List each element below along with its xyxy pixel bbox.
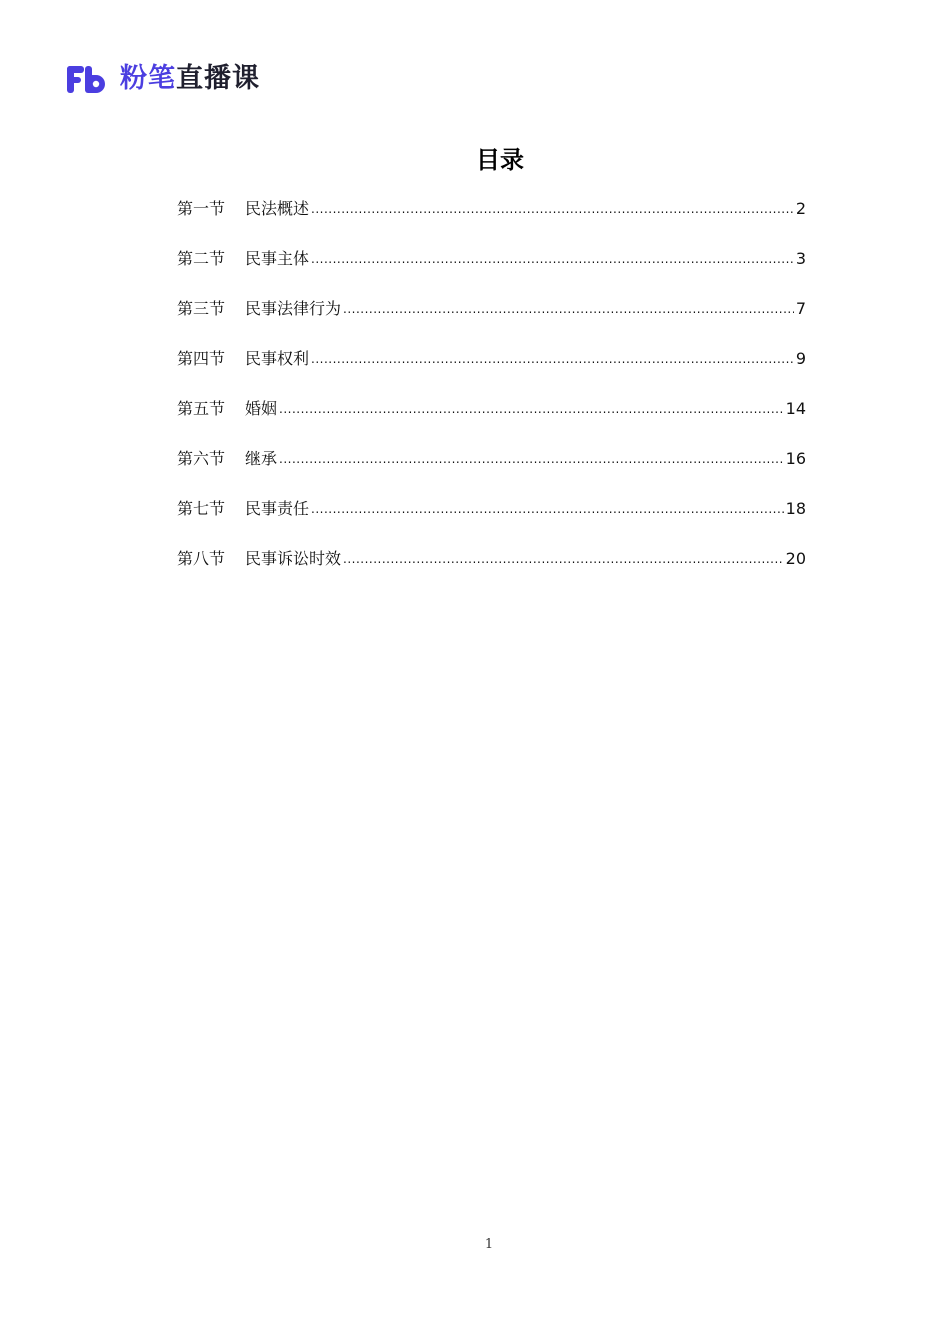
toc-page-number: 2 bbox=[795, 199, 806, 218]
toc-heading: 民法概述 bbox=[245, 199, 310, 218]
toc-section-label: 第一节 bbox=[177, 199, 226, 218]
toc-dot-leader bbox=[311, 246, 794, 272]
toc-entry-3[interactable] bbox=[177, 296, 806, 346]
toc-section-label: 第四节 bbox=[177, 349, 226, 368]
toc-section-label: 第二节 bbox=[177, 249, 226, 268]
product-name: 直播课 bbox=[176, 63, 260, 94]
table-of-contents bbox=[177, 196, 806, 596]
toc-entry-1[interactable] bbox=[177, 196, 806, 246]
toc-page-number: 9 bbox=[795, 349, 806, 368]
toc-dot-leader bbox=[279, 396, 784, 422]
toc-dot-leader bbox=[343, 546, 784, 572]
brand-name: 粉笔 bbox=[120, 63, 176, 94]
toc-title: 目录 bbox=[476, 146, 524, 174]
toc-page-number: 3 bbox=[795, 249, 806, 268]
toc-page-number: 7 bbox=[795, 299, 806, 318]
toc-page-number: 14 bbox=[785, 399, 806, 418]
toc-dot-leader bbox=[311, 496, 784, 522]
toc-section-label: 第八节 bbox=[177, 549, 226, 568]
toc-dot-leader bbox=[343, 296, 794, 322]
toc-heading: 民事责任 bbox=[245, 499, 310, 518]
toc-section-label: 第七节 bbox=[177, 499, 226, 518]
toc-dot-leader bbox=[311, 346, 794, 372]
toc-entry-6[interactable] bbox=[177, 446, 806, 496]
toc-entry-7[interactable] bbox=[177, 496, 806, 546]
toc-page-number: 20 bbox=[785, 549, 806, 568]
toc-dot-leader bbox=[279, 446, 784, 472]
fb-logo-icon bbox=[66, 63, 108, 95]
toc-section-label: 第三节 bbox=[177, 299, 226, 318]
toc-dot-leader bbox=[311, 196, 794, 222]
brand-wordmark bbox=[120, 62, 260, 96]
toc-entry-2[interactable] bbox=[177, 246, 806, 296]
toc-section-label: 第六节 bbox=[177, 449, 226, 468]
toc-heading: 婚姻 bbox=[245, 399, 278, 418]
toc-heading: 民事权利 bbox=[245, 349, 310, 368]
toc-heading: 民事诉讼时效 bbox=[245, 549, 342, 568]
page-footer-number: 1 bbox=[484, 1237, 494, 1252]
toc-page-number: 16 bbox=[785, 449, 806, 468]
toc-entry-4[interactable] bbox=[177, 346, 806, 396]
toc-entry-5[interactable] bbox=[177, 396, 806, 446]
toc-page-number: 18 bbox=[785, 499, 806, 518]
toc-heading: 民事法律行为 bbox=[245, 299, 342, 318]
toc-heading: 继承 bbox=[245, 449, 278, 468]
brand-logo bbox=[66, 62, 260, 96]
toc-section-label: 第五节 bbox=[177, 399, 226, 418]
toc-entry-8[interactable] bbox=[177, 546, 806, 596]
toc-heading: 民事主体 bbox=[245, 249, 310, 268]
